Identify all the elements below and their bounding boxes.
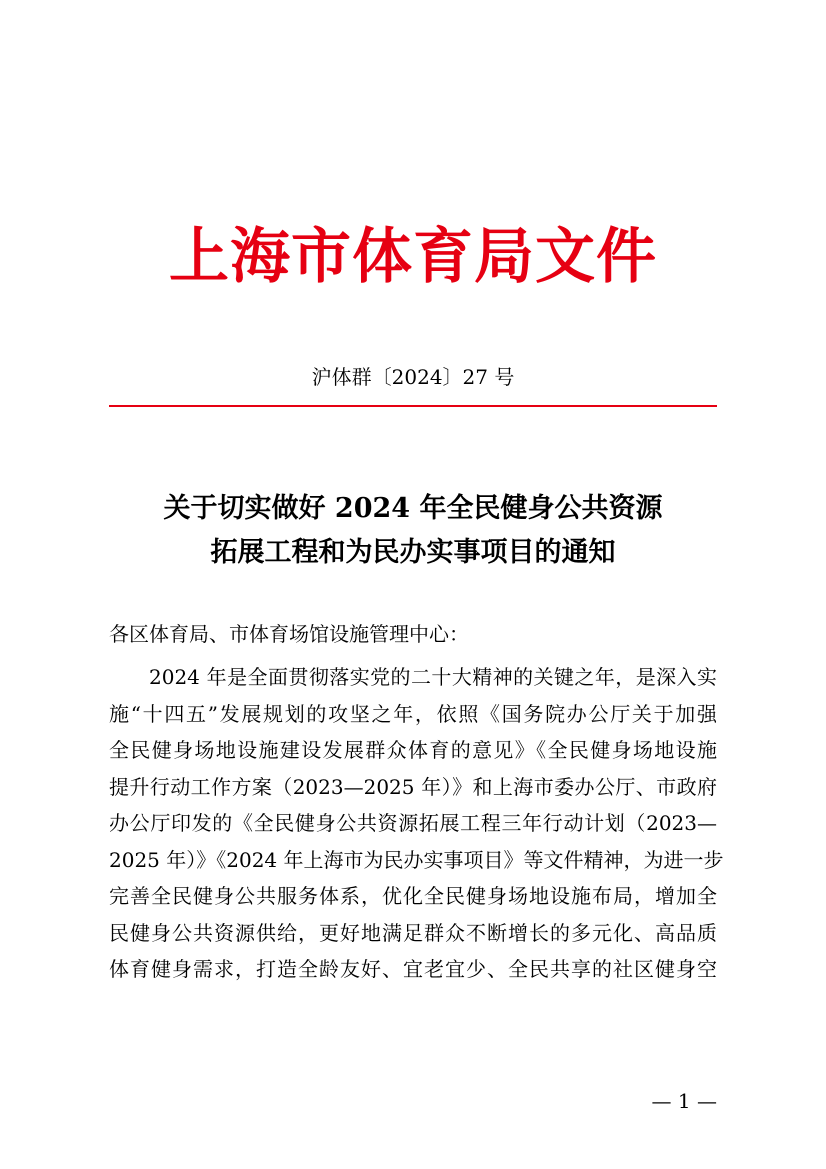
paragraph-line: 施“十四五”发展规划的攻坚之年，依照《国务院办公厅关于加强 [109, 701, 717, 726]
paragraph-line: 提升行动工作方案（2023—2025 年）》和上海市委办公厅、市政府 [109, 774, 717, 799]
paragraph-line: 2024 年是全面贯彻落实党的二十大精神的关键之年，是深入实 [149, 665, 717, 689]
paragraph-line: 体育健身需求，打造全龄友好、宜老宜少、全民共享的社区健身空 [109, 957, 717, 981]
document-header-title: 上海市体育局文件 [169, 222, 657, 292]
paragraph-line: 办公厅印发的《全民健身公共资源拓展工程三年行动计划（2023— [109, 811, 717, 835]
paragraph-line: 完善全民健身公共服务体系，优化全民健身场地设施布局，增加全 [109, 884, 717, 908]
document-number: 沪体群〔2024〕27 号 [311, 365, 515, 389]
page-number: — 1 — [651, 1089, 717, 1113]
paragraph-line: 全民健身场地设施建设发展群众体育的意见》《全民健身场地设施 [109, 738, 717, 762]
paragraph-line: 2025 年）》《2024 年上海市为民办实事项目》等文件精神，为进一步 [109, 847, 724, 872]
paragraph-line: 民健身公共资源供给，更好地满足群众不断增长的多元化、高品质 [109, 920, 717, 945]
notice-title-line-1: 关于切实做好 2024 年全民健身公共资源 [163, 493, 663, 524]
red-divider-line [109, 405, 717, 407]
salutation: 各区体育局、市体育场馆设施管理中心： [109, 622, 469, 646]
notice-title-line-2: 拓展工程和为民办实事项目的通知 [210, 537, 616, 568]
body-paragraph [109, 659, 724, 988]
notice-title [0, 487, 826, 575]
